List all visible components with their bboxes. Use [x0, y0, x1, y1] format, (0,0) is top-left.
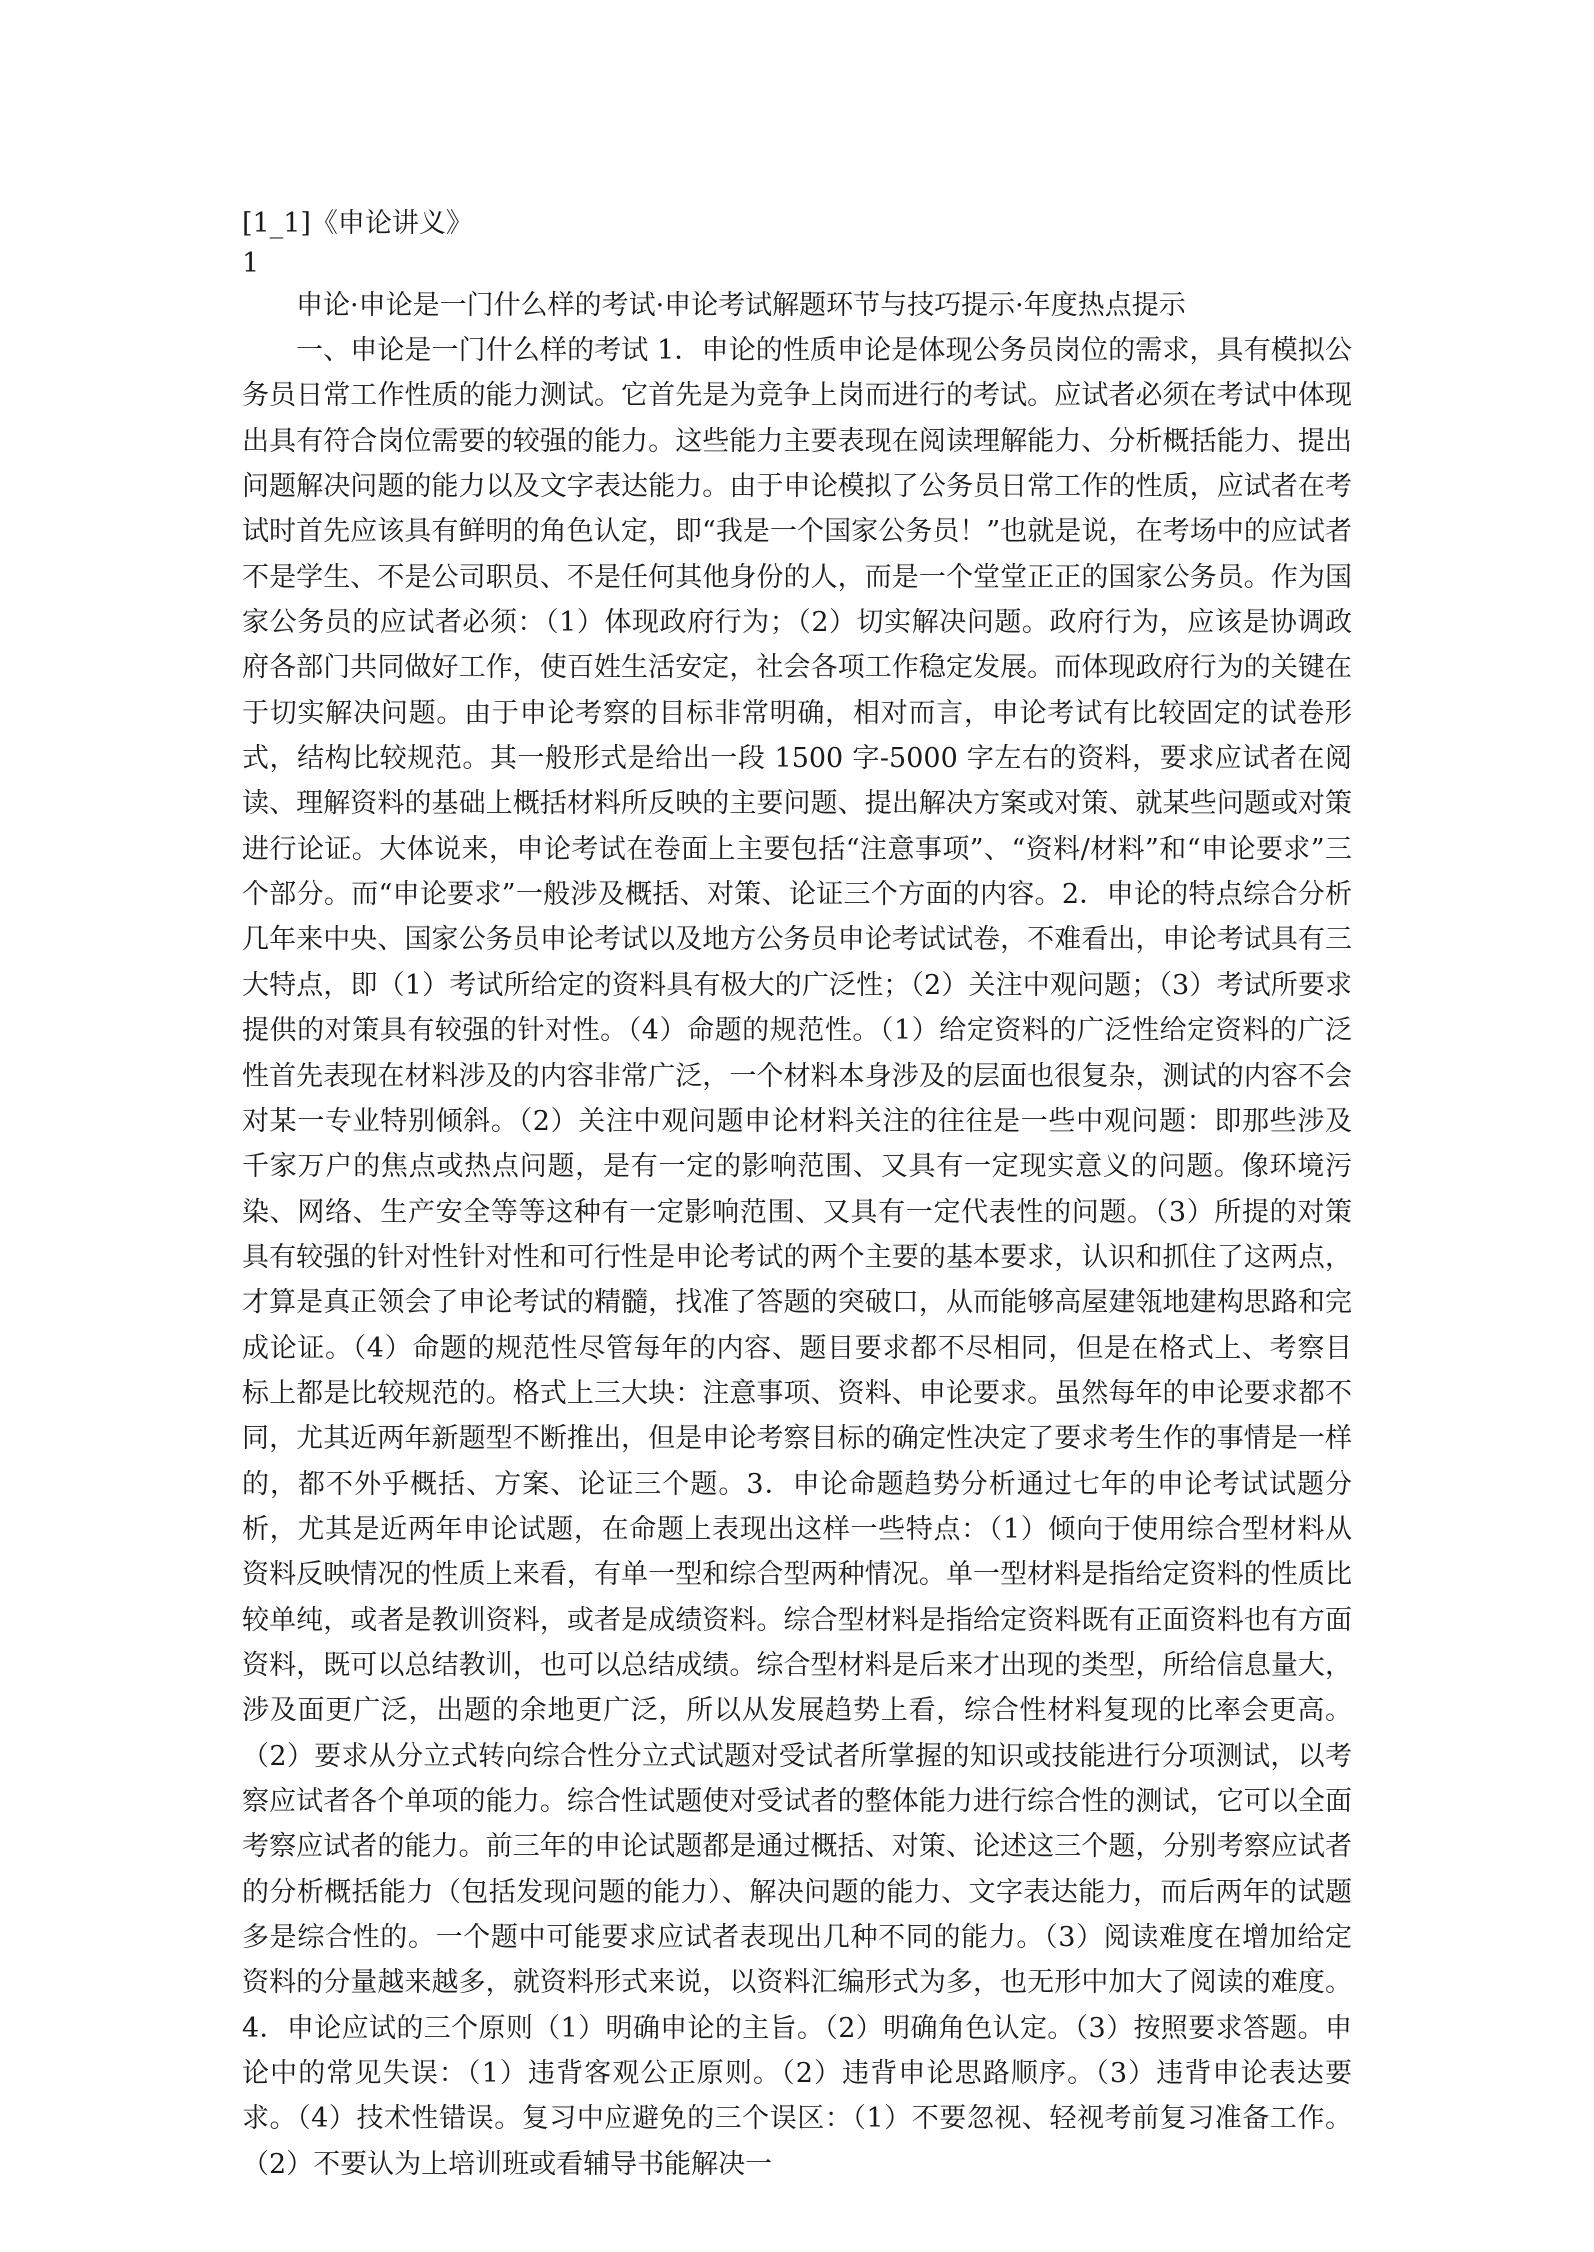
document-content [242, 206, 1352, 2187]
section-headline: 申论·申论是一门什么样的考试·申论考试解题环节与技巧提示·年度热点提示 [296, 290, 1186, 321]
body-paragraph: 一、申论是一门什么样的考试 1．申论的性质申论是体现公务员岗位的需求，具有模拟公务员日常工作性质的能力测试。它首先是为竞争上岗而进行的考试。应试者必须在考试中体现出具有符合岗位需要的较强的能力。这些能力主要表现在阅读理解能力、分析概括能力、提出问题解决问题的能力以及文字表达能力。由于申论模拟了公务员日常工作的性质，应试者在考试时首先应该具有鲜明的角色认定，即“我是一个国家公务员！”也就是说，在考场中的应试者不是学生、不是公司职员、不是任何其他身份的人，而是一个堂堂正正的国家公务员。作为国家公务员的应试者必须：（1）体现政府行为；（2）切实解决问题。政府行为，应该是协调政府各部门共同做好工作，使百姓生活安定，社会各项工作稳定发展。而体现政府行为的关键在于切实解决问题。由于申论考察的目标非常明确，相对而言，申论考试有比较固定的试卷形式，结构比较规范。其一般形式是给出一段 1500 字-5000 字左右的资料，要求应试者在阅读、理解资料的基础上概括材料所反映的主要问题、提出解决方案或对策、就某些问题或对策进行论证。大体说来，申论考试在卷面上主要包括“注意事项”、“资料/材料”和“申论要求”三个部分。而“申论要求”一般涉及概括、对策、论证三个方面的内容。2．申论的特点综合分析几年来中央、国家公务员申论考试以及地方公务员申论考试试卷，不难看出，申论考试具有三大特点，即（1）考试所给定的资料具有极大的广泛性；（2）关注中观问题；（3）考试所要求提供的对策具有较强的针对性。（4）命题的规范性。（1）给定资料的广泛性给定资料的广泛性首先表现在材料涉及的内容非常广泛，一个材料本身涉及的层面也很复杂，测试的内容不会对某一专业特别倾斜。（2）关注中观问题申论材料关注的往往是一些中观问题：即那些涉及千家万户的焦点或热点问题，是有一定的影响范围、又具有一定现实意义的问题。像环境污染、网络、生产安全等等这种有一定影响范围、又具有一定代表性的问题。（3）所提的对策具有较强的针对性针对性和可行性是申论考试的两个主要的基本要求，认识和抓住了这两点，才算是真正领会了申论考试的精髓，找准了答题的突破口，从而能够高屋建瓴地建构思路和完成论证。（4）命题的规范性尽管每年的内容、题目要求都不尽相同，但是在格式上、考察目标上都是比较规范的。格式上三大块：注意事项、资料、申论要求。虽然每年的申论要求都不同，尤其近两年新题型不断推出，但是申论考察目标的确定性决定了要求考生作的事情是一样的，都不外乎概括、方案、论证三个题。3．申论命题趋势分析通过七年的申论考试试题分析，尤其是近两年申论试题，在命题上表现出这样一些特点：（1）倾向于使用综合型材料从资料反映情况的性质上来看，有单一型和综合型两种情况。单一型材料是指给定资料的性质比较单纯，或者是教训资料，或者是成绩资料。综合型材料是指给定资料既有正面资料也有方面资料，既可以总结教训，也可以总结成绩。综合型材料是后来才出现的类型，所给信息量大，涉及面更广泛，出题的余地更广泛，所以从发展趋势上看，综合性材料复现的比率会更高。（2）要求从分立式转向综合性分立式试题对受试者所掌握的知识或技能进行分项测试，以考察应试者各个单项的能力。综合性试题使对受试者的整体能力进行综合性的测试，它可以全面考察应试者的能力。前三年的申论试题都是通过概括、对策、论述这三个题，分别考察应试者的分析概括能力（包括发现问题的能力）、解决问题的能力、文字表达能力，而后两年的试题多是综合性的。一个题中可能要求应试者表现出几种不同的能力。（3）阅读难度在增加给定资料的分量越来越多，就资料形式来说，以资料汇编形式为多，也无形中加大了阅读的难度。4．申论应试的三个原则（1）明确申论的主旨。（2）明确角色认定。（3）按照要求答题。申论中的常见失误：（1）违背客观公正原则。（2）违背申论思路顺序。（3）违背申论表达要求。（4）技术性错误。复习中应避免的三个误区：（1）不要忽视、轻视考前复习准备工作。（2）不要认为上培训班或看辅导书能解决一 [242, 335, 1352, 2180]
document-title: [1_1]《申论讲义》 [242, 208, 473, 239]
page-number: 1 [242, 248, 260, 279]
